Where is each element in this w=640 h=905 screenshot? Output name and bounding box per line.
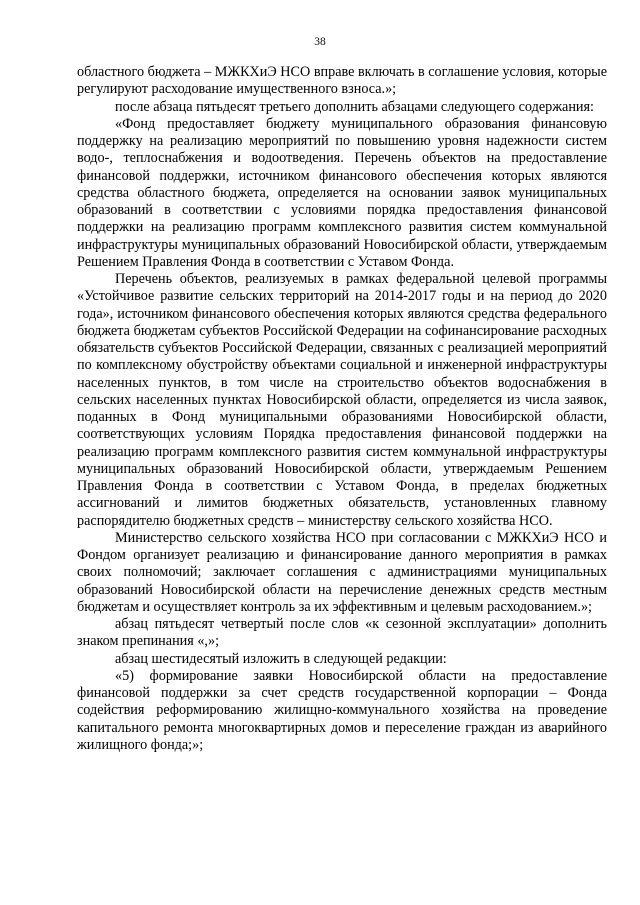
paragraph: абзац пятьдесят четвертый после слов «к сезонной эксплуатации» дополнить знаком препинания «,»;	[77, 616, 607, 650]
paragraph: Министерство сельского хозяйства НСО при согласовании с МЖКХиЭ НСО и Фондом организует реализацию и финансирование данного мероприятия в рамках своих полномочий; заключает соглашения с администрациями муниципальных образований Новосибирской области на перечисление денежных средств местным бюджетам и осуществляет контроль за их эффективным и целевым расходованием.»;	[77, 529, 607, 615]
paragraph: абзац шестидесятый изложить в следующей редакции:	[115, 650, 447, 667]
page-number: 38	[314, 36, 326, 48]
paragraph: после абзаца пятьдесят третьего дополнить абзацами следующего содержания:	[115, 98, 594, 115]
paragraph: «Фонд предоставляет бюджету муниципального образования финансовую поддержку на реализацию мероприятий по повышению уровня надежности систем водо-, теплоснабжения и водоотведения. Перечень объектов на предоставление финансовой поддержки, источником финансового обеспечения которых являются средства областного бюджета, определяется на основании заявок муниципальных образований в соответствии с условиями порядка предоставления финансовой поддержки на реализацию программ комплексного развития систем коммунальной инфраструктуры муниципальных образований Новосибирской области, утверждаемым Решением Правления Фонда в соответствии с Уставом Фонда.	[77, 115, 607, 270]
paragraph: областного бюджета – МЖКХиЭ НСО вправе включать в соглашение условия, которые регулируют расходование имущественного взноса.»;	[77, 64, 607, 98]
document-body	[77, 64, 607, 754]
paragraph: Перечень объектов, реализуемых в рамках федеральной целевой программы «Устойчивое развитие сельских территорий на 2014-2017 годы и на период до 2020 года», источником финансового обеспечения которых являются средства федерального бюджета бюджетам субъектов Российской Федерации на софинансирование расходных обязательств субъектов Российской Федерации, связанных с реализацией мероприятий по комплексному обустройству объектами социальной и инженерной инфраструктуры населенных пунктов, в том числе на строительство объектов водоснабжения в сельских населенных пунктах Новосибирской области, определяется из числа заявок, поданных в Фонд муниципальными образованиями Новосибирской области, соответствующих условиям Порядка предоставления финансовой поддержки на реализацию программ комплексного развития систем коммунальной инфраструктуры муниципальных образований Новосибирской области, утверждаемым Решением Правления Фонда в соответствии с Уставом Фонда, в пределах бюджетных ассигнований и лимитов бюджетных обязательств, установленных главному распорядителю бюджетных средств – министерству сельского хозяйства НСО.	[77, 271, 607, 529]
paragraph: «5) формирование заявки Новосибирской области на предоставление финансовой поддержки за счет средств государственной корпорации – Фонда содействия реформированию жилищно-коммунального хозяйства на проведение капитального ремонта многоквартирных домов и переселение граждан из аварийного жилищного фонда;»;	[77, 667, 607, 753]
